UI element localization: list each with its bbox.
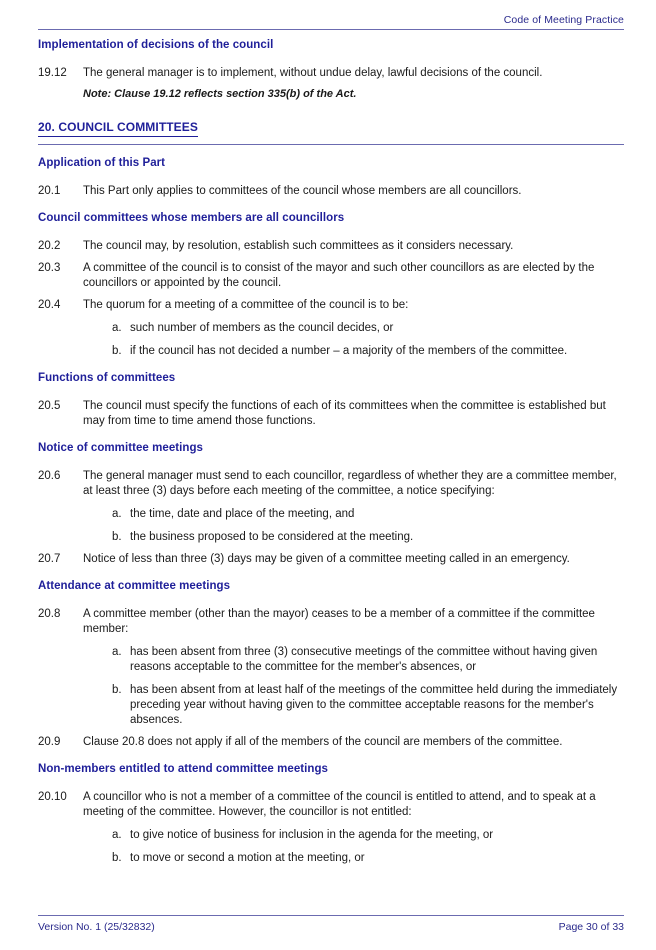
heading-part-20-council-committees: 20. COUNCIL COMMITTEES [38,120,198,137]
clause-text: Notice of less than three (3) days may be given of a committee meeting called in an emergency. [83,553,570,565]
spacer [38,750,624,762]
clause-number: 20.2 [38,240,61,252]
list-item [112,645,624,675]
list-item [112,683,624,728]
spacer [38,385,624,392]
list-item [112,828,624,843]
clause-20-8 [38,607,624,637]
spacer [38,429,624,441]
page-footer [38,915,624,934]
clause-text: This Part only applies to committees of the council whose members are all councillors. [83,185,522,197]
clause-19-12 [38,66,624,81]
clause-number: 20.10 [38,791,67,803]
sublist-20-10 [38,828,624,866]
heading-implementation-of-decisions: Implementation of decisions of the council [38,39,274,51]
spacer [38,199,624,211]
clause-number: 20.7 [38,553,61,565]
document-body [38,38,624,866]
spacer [38,170,624,177]
sublist-20-8 [38,645,624,728]
clause-20-7 [38,552,624,567]
clause-20-9 [38,735,624,750]
spacer [38,593,624,600]
part-20-block [38,118,624,145]
note-19-12: Note: Clause 19.12 reflects section 335(b) of the Act. [83,88,357,100]
clause-20-6 [38,469,624,499]
list-item [112,530,624,545]
list-item-letter: b. [112,531,122,543]
list-item-letter: b. [112,852,122,864]
list-item-text: if the council has not decided a number – a majority of the members of the committee. [130,345,568,357]
spacer [38,225,624,232]
clause-number: 20.6 [38,470,61,482]
footer-page-number: Page 30 of 33 [558,921,624,933]
clause-text: A committee of the council is to consist of the mayor and such other councillors as are elected by the councillors or appointed by the council. [83,262,595,289]
spacer [38,359,624,371]
clause-20-4 [38,298,624,313]
heading-attendance-at-committee-meetings: Attendance at committee meetings [38,580,231,592]
list-item [112,321,624,336]
clause-20-1 [38,184,624,199]
clause-number: 20.9 [38,736,61,748]
list-item-text: the business proposed to be considered at the meeting. [130,531,414,543]
header-rule [38,29,624,30]
clause-text: A committee member (other than the mayor) ceases to be a member of a committee if the committee member: [83,608,595,635]
list-item-text: the time, date and place of the meeting, and [130,508,355,520]
spacer [38,455,624,462]
clause-number: 20.5 [38,400,61,412]
clause-number: 20.3 [38,262,61,274]
spacer [38,52,624,59]
list-item [112,344,624,359]
sublist-20-4 [38,321,624,359]
sublist-20-6 [38,507,624,545]
clause-text: Clause 20.8 does not apply if all of the members of the council are members of the committee. [83,736,563,748]
list-item [112,851,624,866]
clause-number: 20.1 [38,185,61,197]
spacer [38,102,624,118]
clause-20-10 [38,790,624,820]
list-item-text: to give notice of business for inclusion in the agenda for the meeting, or [130,829,494,841]
list-item [112,507,624,522]
list-item-letter: a. [112,646,122,658]
heading-notice-of-committee-meetings: Notice of committee meetings [38,442,203,454]
heading-council-committees-members: Council committees whose members are all councillors [38,212,345,224]
clause-text: The general manager is to implement, without undue delay, lawful decisions of the council. [83,67,543,79]
footer-version: Version No. 1 (25/32832) [38,921,155,933]
heading-non-members-entitled-to-attend: Non-members entitled to attend committee meetings [38,763,328,775]
clause-number: 20.4 [38,299,61,311]
clause-text: The general manager must send to each councillor, regardless of whether they are a committee member, at least three (3) days before each meeting of the committee, a notice specifying: [83,470,617,497]
spacer [38,776,624,783]
page-header [38,14,624,30]
clause-20-2 [38,239,624,254]
clause-20-3 [38,261,624,291]
list-item-letter: a. [112,829,122,841]
clause-20-5 [38,399,624,429]
clause-number: 19.12 [38,67,67,79]
heading-application-of-this-part: Application of this Part [38,157,166,169]
header-title: Code of Meeting Practice [503,14,624,26]
clause-text: The council must specify the functions of each of its committees when the committee is established but may from time to time amend those functions. [83,400,606,427]
footer-rule [38,915,624,916]
footer-row [38,921,624,934]
heading-functions-of-committees: Functions of committees [38,372,176,384]
clause-number: 20.8 [38,608,61,620]
list-item-text: has been absent from at least half of the meetings of the committee held during the immediately preceding year without having given to the committee acceptable reasons for the member's absences. [130,684,618,726]
list-item-text: to move or second a motion at the meeting, or [130,852,365,864]
list-item-letter: a. [112,322,122,334]
clause-text: The council may, by resolution, establish such committees as it considers necessary. [83,240,514,252]
list-item-text: has been absent from three (3) consecutive meetings of the committee without having given reasons acceptable to the committee for the member's absences, or [130,646,598,673]
clause-text: The quorum for a meeting of a committee of the council is to be: [83,299,409,311]
spacer [38,145,624,156]
spacer [38,567,624,579]
clause-text: A councillor who is not a member of a committee of the council is entitled to attend, and to speak at a meeting of the committee. However, the councillor is not entitled: [83,791,596,818]
list-item-letter: b. [112,684,122,696]
list-item-letter: a. [112,508,122,520]
list-item-text: such number of members as the council decides, or [130,322,394,334]
list-item-letter: b. [112,345,122,357]
